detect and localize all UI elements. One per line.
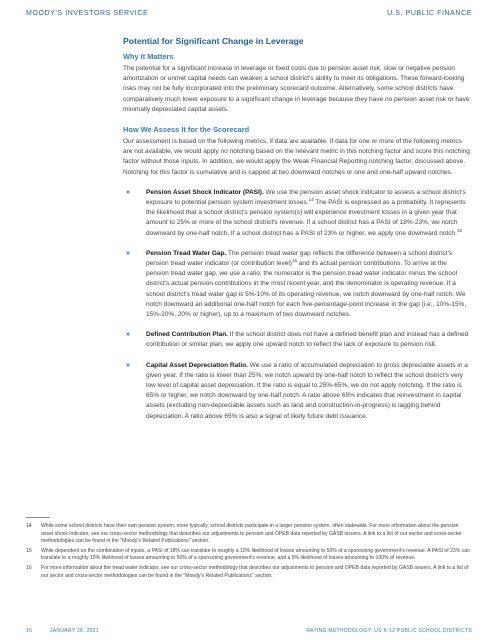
why-paragraph: The potential for a significant increase in leverage or fixed costs due to pension asset risk, slow or negative pension amortization or unmet capital needs can weaken a school district's ability to meet its obligations. These forward-looking risks may not be fully incorporated into the preliminary scorecard outcome. Alternatively, some school districts have comparatively much lower exposure to a significant change in leverage because they have no pension asset risk or have minimally depreciated capital assets. xyxy=(123,65,470,113)
footnote-ref[interactable]: 15 xyxy=(456,227,462,233)
metric-item-tread-water-gap xyxy=(123,249,470,320)
footnote-text: While dependent on the combination of inputs, a PASI of 18% can translate to roughly a 10% likelihood of losses amounting to 50% of a sponsoring government's revenue. A PASI of 23% can translate to a roughly 15% likelihood of losses amounting to 50% of a sponsoring government's revenue, and a 5% likelihood of losses amounting to 100% of revenue. xyxy=(41,547,470,562)
metric-heading: Defined Contribution Plan. xyxy=(146,331,228,339)
metric-item-pasi xyxy=(123,188,470,239)
footnote-16 xyxy=(26,565,470,580)
metric-item-capital-depreciation xyxy=(123,361,470,422)
main-content xyxy=(123,36,470,432)
metric-text: If the school district does not have a defined benefit plan and instead has a defined contribution or similar plan, we apply one upward notch to reflect the lack of exposure to pension risk. xyxy=(146,331,469,349)
document-title: RATING METHODOLOGY: US K-12 PUBLIC SCHOOL DISTRICTS xyxy=(306,628,472,634)
page-number: 16 xyxy=(26,628,33,634)
metric-list xyxy=(123,188,470,422)
footnote-number: 14 xyxy=(26,523,32,529)
metric-text: and its actual pension contributions. To arrive at the pension tread water gap, we use a ratio; the numerator is the pension tread water indicator minus the school district's actual pension contributions in the most recent year, and the denominator is operating revenue. If a school district's tread water gap is 5%-10% of its operating revenue, we notch downward by one-half notch. We notch downward an additional one-half notch for each five-percentage-point increase in the gap (i.e., 10%-15%, 15%-20%, 20% or higher), up to a maximum of two downward notches. xyxy=(146,260,467,319)
how-heading: How We Assess It for the Scorecard xyxy=(123,125,250,135)
footnotes xyxy=(26,523,470,582)
footnote-ref[interactable]: 14 xyxy=(308,196,314,202)
header-section-label: U.S. PUBLIC FINANCE xyxy=(387,10,472,17)
chevron-icon: » xyxy=(126,249,130,257)
footnote-ref[interactable]: 16 xyxy=(291,257,297,263)
publication-date: JANUARY 26, 2021 xyxy=(50,628,99,634)
footnote-text: While some school districts have their own pension system, more typically, school districts participate in a larger pension system, often statewide. For more information about the pension asset shock indicator, see our cross-sector methodology that describes our adjustments to pension and OPEB data reported by GASB issuers. A link to a list of our sector and cross-sector methodologies can be found in the "Moody's Related Publications" section. xyxy=(41,523,462,545)
chevron-icon: » xyxy=(126,361,130,369)
metric-heading: Capital Asset Depreciation Ratio. xyxy=(146,361,248,369)
section-title: Potential for Significant Change in Leverage xyxy=(123,36,304,46)
metric-heading: Pension Tread Water Gap. xyxy=(146,249,227,257)
metric-heading: Pension Asset Shock Indicator (PASI). xyxy=(146,188,264,196)
metric-text: The pension tread water gap reflects the difference between a school district's pension tread water indicator (or contribution level) xyxy=(146,249,453,268)
footnote-text: For more information about the tread water indicator, see our cross-sector methodology that describes our adjustments to pension and OPEB data reported by GASB issuers. A link to a list of our sector and cross-sector methodologies can be found in the "Moody's Related Publications" section. xyxy=(41,564,469,579)
metric-item-defined-contribution xyxy=(123,330,470,350)
footnote-number: 16 xyxy=(26,564,32,571)
footnote-14 xyxy=(26,523,470,546)
why-heading: Why It Matters xyxy=(123,52,174,61)
footnote-15 xyxy=(26,548,470,563)
footnote-number: 15 xyxy=(26,547,32,554)
metric-text: We use the pension asset shock indicator to assess a school district's exposure to potential pension system investment losses. xyxy=(146,188,466,207)
footnote-divider xyxy=(26,517,50,518)
metric-text: The PASI is expressed as a probability. It represents the likelihood that a school district's pension system(s) will experience investment losses in a given year that amount to 25% or more of the school district's revenue. If a school district has a PASI of 18%-23%, we notch downward by one-half notch. If a school district has a PASI of 23% or higher, we apply one downward notch. xyxy=(146,199,466,237)
header-publisher: MOODY'S INVESTORS SERVICE xyxy=(26,10,149,17)
chevron-icon: » xyxy=(126,331,130,339)
chevron-icon: » xyxy=(126,188,130,196)
how-paragraph: Our assessment is based on the following metrics, if data are available. If data for one or more of the following metrics are not available, we would apply no notching based on the relevant metric in this notching factor and score this notching factor without those inputs. In addition, we would apply the Weak Financial Reporting notching factor, discussed above. Notching for this factor is cumulative and is capped at two downward notches or one and one-half upward notches. xyxy=(123,138,470,176)
metric-text: We use a ratio of accumulated depreciation to gross depreciable assets in a given year. If the ratio is lower than 25%, we notch upward by one-half notch to reflect the school district's very low level of capital asset depreciation. If the ratio is equal to 25%-65%, we do not apply notching. If the ratio is 65% or higher, we notch downward by one-half notch. A ratio above 65% indicates that reinvestment in capital assets (excluding non-depreciable assets such as land and construction-in-progress) is lagging behind depreciation. A ratio above 65% is also a signal of likely future debt issuance. xyxy=(146,361,468,420)
